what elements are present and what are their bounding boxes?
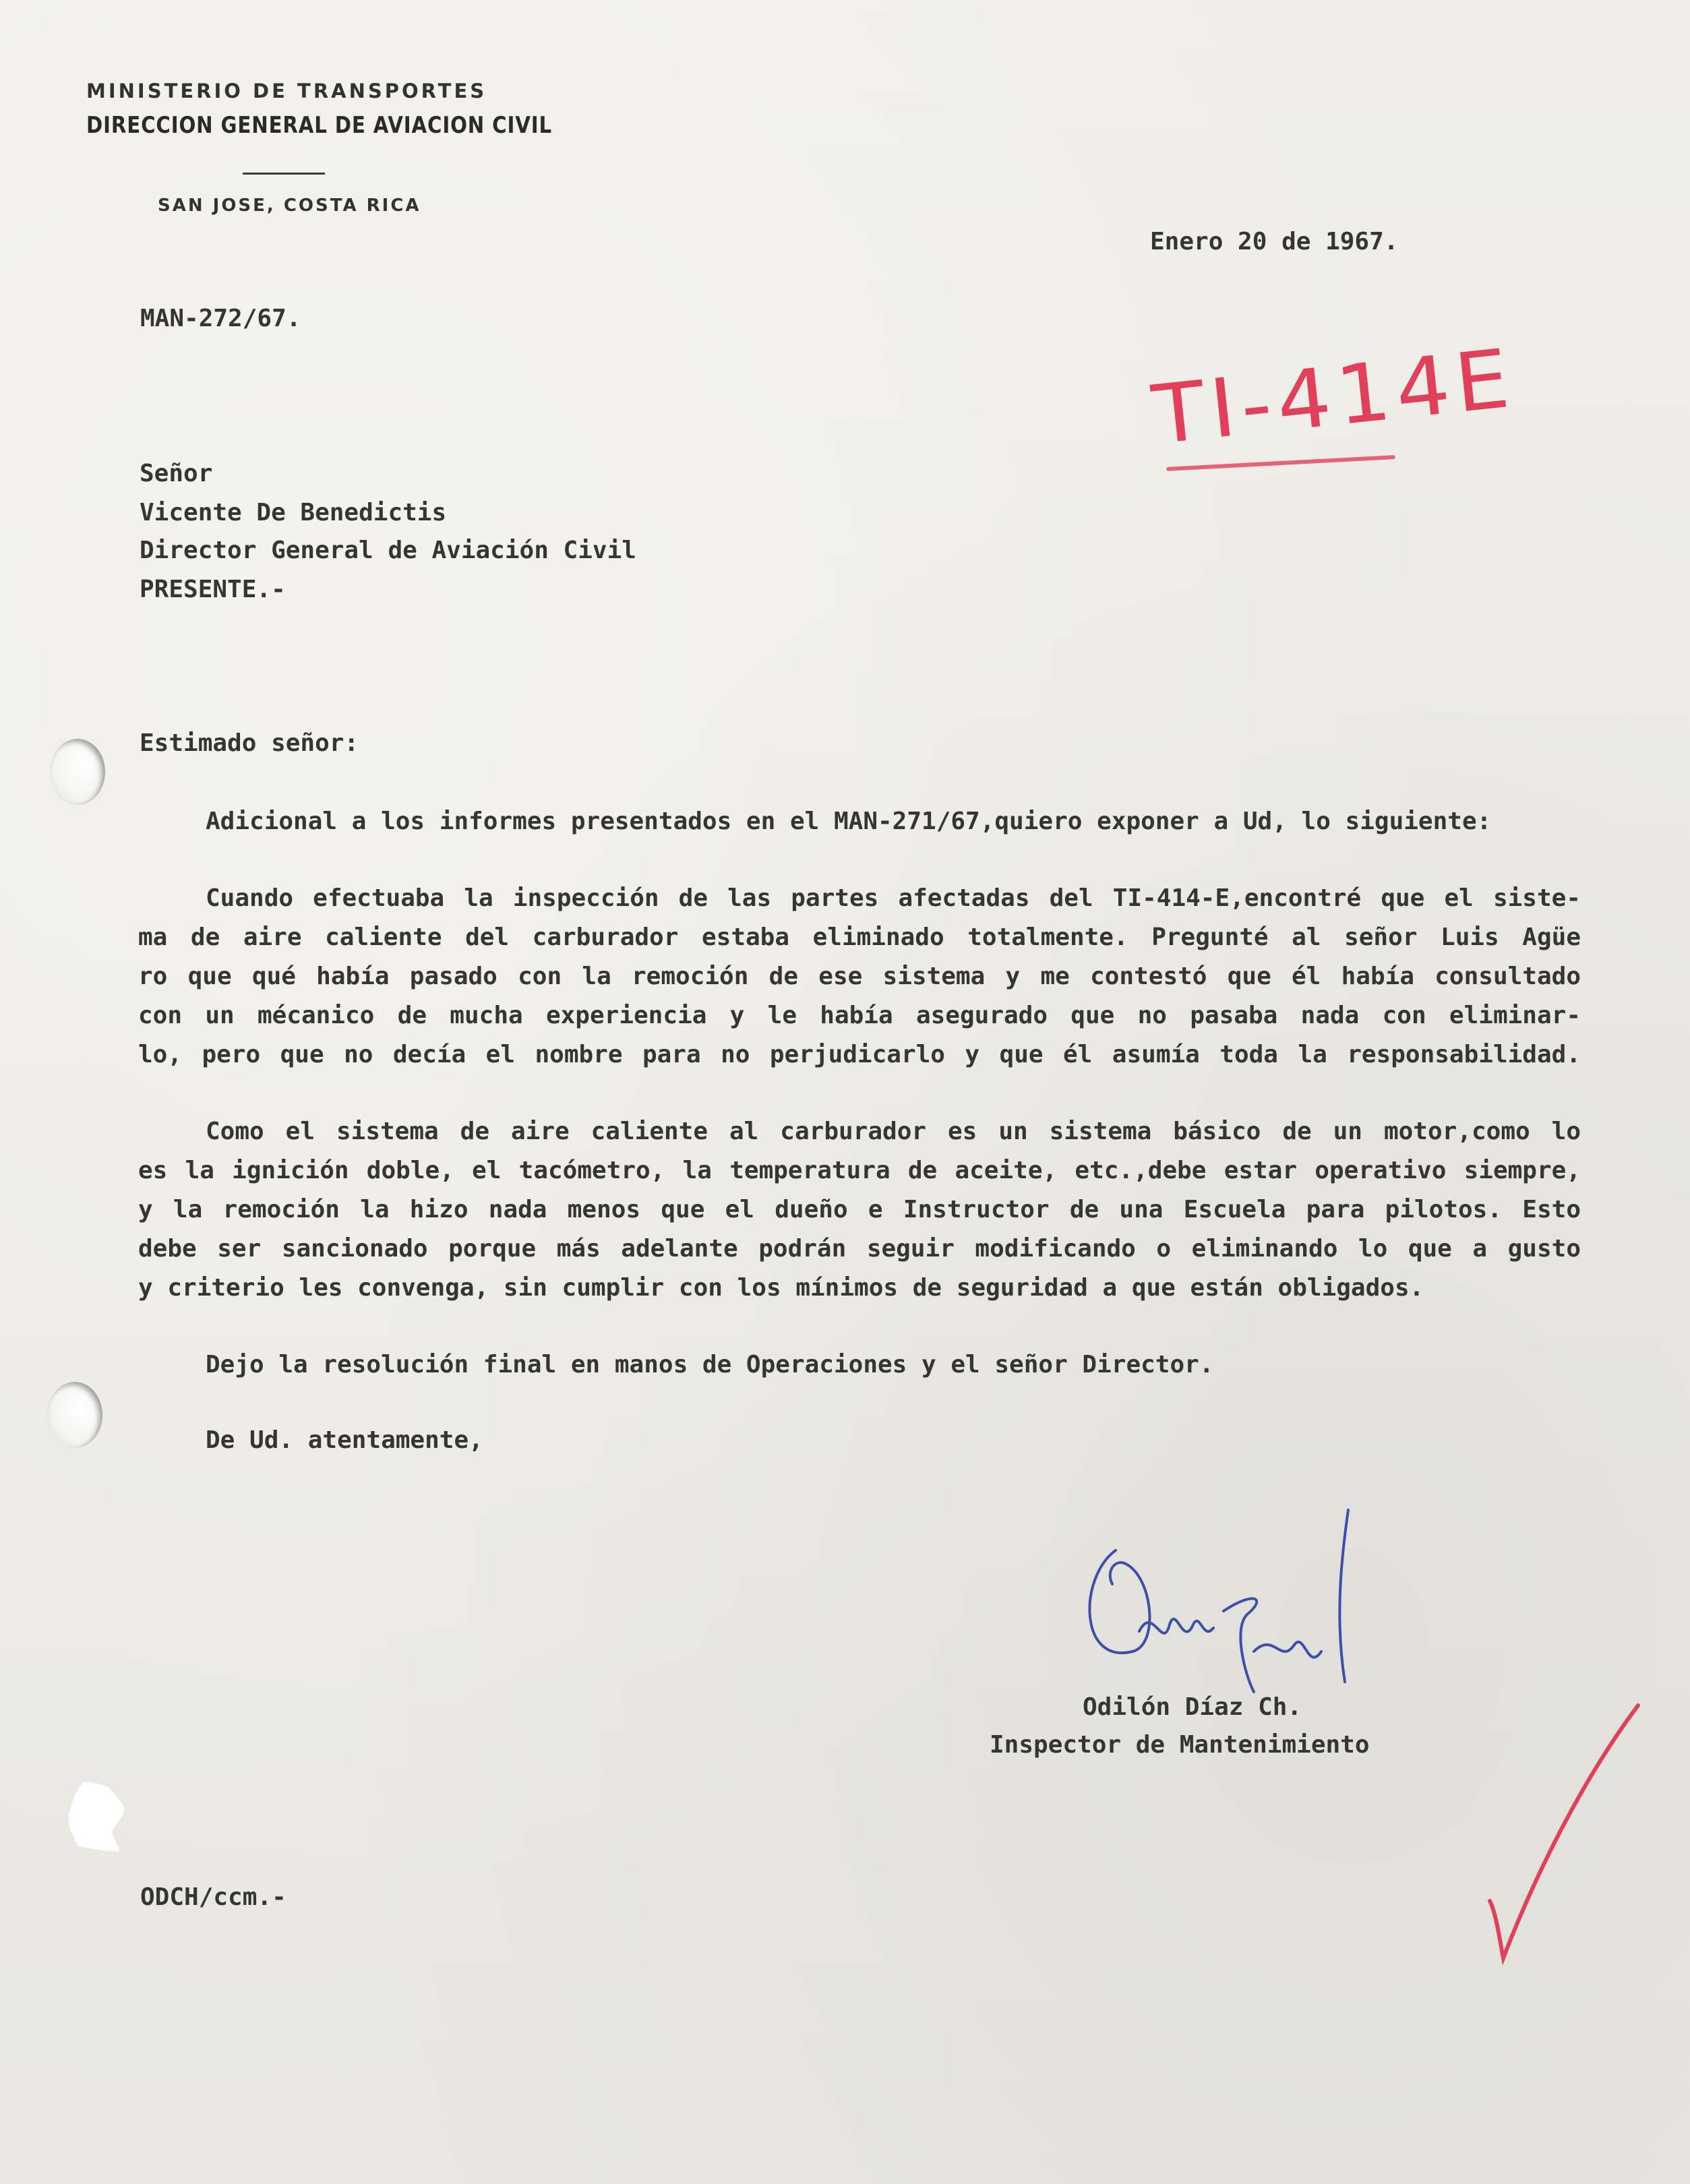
paragraph-3-line: y criterio les convenga, sin cumplir con los mínimos de seguridad a que están obligados. bbox=[138, 1274, 1424, 1302]
reference-number: MAN-272/67. bbox=[140, 305, 301, 332]
paragraph-3-line: es la ignición doble, el tacómetro, la temperatura de aceite, etc.,debe estar operativo siempre, bbox=[138, 1157, 1581, 1184]
letterhead-location: SAN JOSE, COSTA RICA bbox=[158, 195, 421, 216]
letter-date: Enero 20 de 1967. bbox=[1150, 228, 1399, 255]
recipient-presente: PRESENTE.- bbox=[140, 576, 286, 603]
paragraph-1-line: Adicional a los informes presentados en el MAN-271/67,quiero exponer a Ud, lo siguiente: bbox=[206, 808, 1492, 835]
closing: De Ud. atentamente, bbox=[206, 1426, 483, 1454]
red-check-mark-icon bbox=[1476, 1685, 1652, 1968]
typist-initials: ODCH/ccm.- bbox=[140, 1883, 286, 1911]
signatory-name: Odilón Díaz Ch. bbox=[1083, 1693, 1302, 1721]
paragraph-2-line: ro que qué había pasado con la remoción de ese sistema y me contestó que él había consultado bbox=[138, 963, 1581, 990]
recipient-position: Director General de Aviación Civil bbox=[140, 537, 636, 564]
paragraph-2-line: ma de aire caliente del carburador estaba eliminado totalmente. Pregunté al señor Luis Agüe bbox=[138, 923, 1581, 951]
handwritten-registration: TI-414E bbox=[1148, 332, 1519, 463]
binder-hole bbox=[47, 1382, 102, 1448]
paragraph-3-line: debe ser sancionado porque más adelante podrán seguir modificando o eliminando lo que a gusto bbox=[138, 1235, 1581, 1263]
paragraph-3-line: y la remoción la hizo nada menos que el dueño e Instructor de una Escuela para pilotos. Esto bbox=[138, 1196, 1581, 1223]
handwritten-signature bbox=[1052, 1496, 1389, 1699]
letterhead-ministry: MINISTERIO DE TRANSPORTES bbox=[86, 80, 487, 102]
letterhead bbox=[86, 80, 628, 216]
binder-hole bbox=[50, 739, 105, 805]
paragraph-2-line: lo, pero que no decía el nombre para no perjudicarlo y que él asumía toda la responsabilidad. bbox=[138, 1041, 1581, 1068]
letterhead-directorate: DIRECCION GENERAL DE AVIACION CIVIL bbox=[86, 112, 552, 139]
paragraph-2-line: Cuando efectuaba la inspección de las partes afectadas del TI-414-E,encontré que el siste- bbox=[206, 884, 1581, 912]
greeting: Estimado señor: bbox=[140, 729, 359, 757]
letterhead-rule bbox=[243, 173, 325, 175]
recipient-name: Vicente De Benedictis bbox=[140, 499, 447, 526]
recipient-title: Señor bbox=[140, 460, 213, 487]
paper-tear bbox=[66, 1780, 127, 1854]
paragraph-4-line: Dejo la resolución final en manos de Operaciones y el señor Director. bbox=[206, 1351, 1214, 1378]
signatory-title: Inspector de Mantenimiento bbox=[990, 1731, 1370, 1759]
paragraph-2-line: con un mécanico de mucha experiencia y le había asegurado que no pasaba nada con eliminar- bbox=[138, 1002, 1581, 1029]
paragraph-3-line: Como el sistema de aire caliente al carburador es un sistema básico de un motor,como lo bbox=[206, 1118, 1581, 1145]
